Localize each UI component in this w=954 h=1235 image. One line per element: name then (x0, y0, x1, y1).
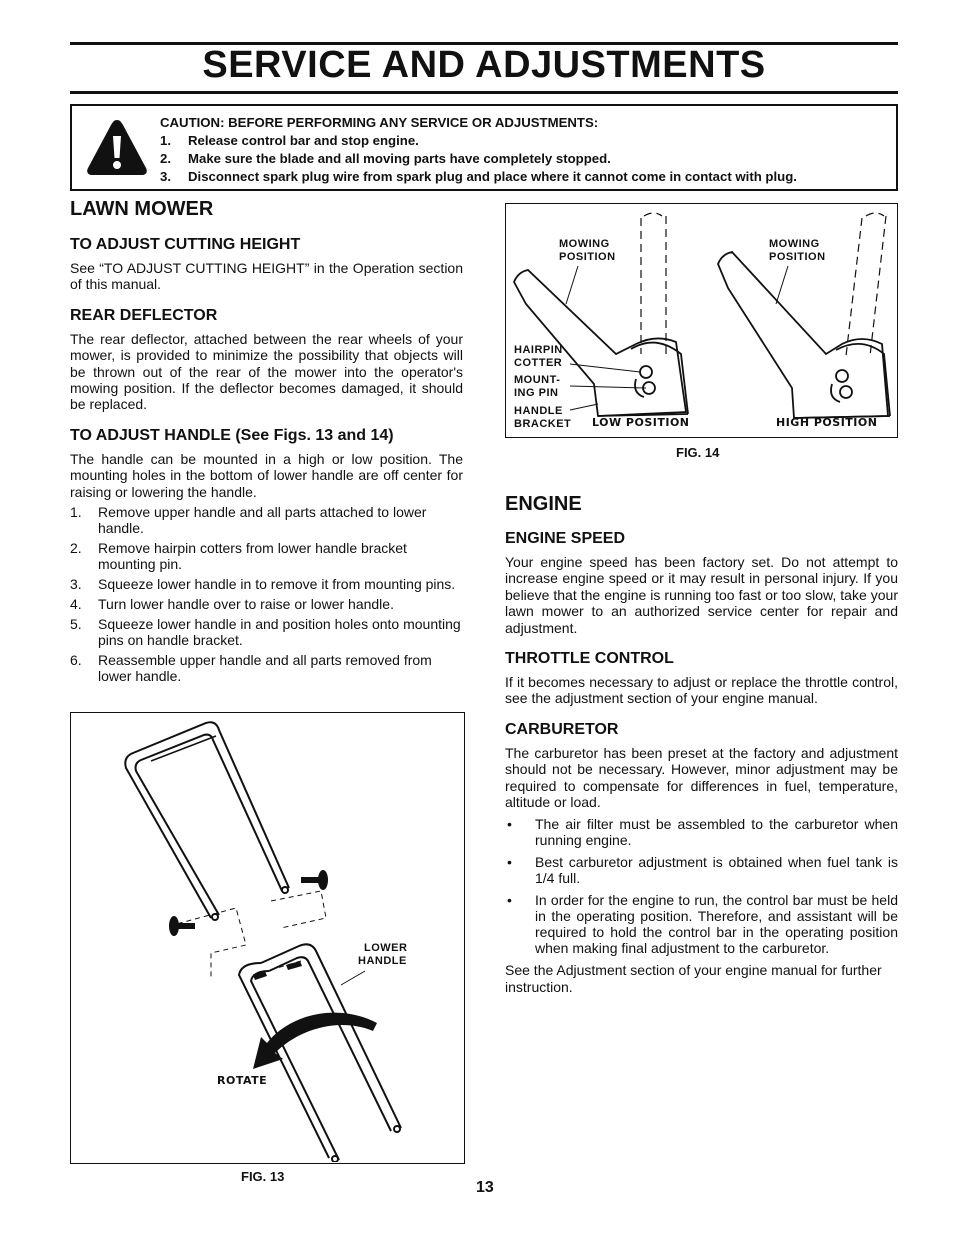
lower-handle-illustration (71, 713, 463, 1162)
list-item (505, 816, 898, 848)
lawn-mower-heading: LAWN MOWER (70, 198, 214, 220)
step-text: Remove hairpin cotters from lower handle bracket mounting pin. (98, 540, 407, 573)
bullet: • (507, 854, 512, 871)
step-num: 1. (70, 504, 82, 521)
step-num: 4. (70, 596, 82, 613)
list-item (70, 540, 463, 572)
bullet: • (507, 816, 512, 833)
warning-icon (86, 118, 148, 176)
carburetor-text: The carburetor has been preset at the factory and adjustment should not be necessary. However, minor adjustment may be required to compensate for differences in fuel, temperature, altitude or load. (505, 744, 898, 811)
fig14-frame (505, 203, 898, 438)
step-text: Squeeze lower handle in to remove it from mounting pins. (98, 576, 456, 593)
adjust-handle-heading: TO ADJUST HANDLE (See Figs. 13 and 14) (70, 426, 394, 444)
throttle-text: If it becomes necessary to adjust or replace the throttle control, see the adjustment section of your engine manual. (505, 674, 898, 707)
mowing-position-right (769, 238, 826, 264)
hairpin-cotter-label (514, 344, 563, 370)
bullet: • (507, 892, 512, 909)
bracket-line1: HANDLE (514, 405, 563, 417)
step-num: 3. (70, 576, 82, 593)
mount-line1: MOUNT- (514, 374, 561, 386)
engine-heading: ENGINE (505, 493, 582, 515)
bullet-text: The air filter must be assembled to the carburetor when running engine. (535, 816, 898, 849)
fig13-caption: FIG. 13 (241, 1169, 285, 1184)
step-num: 2. (70, 540, 82, 557)
step-num: 6. (70, 652, 82, 669)
carburetor-footer: See the Adjustment section of your engine manual for further instruction. (505, 962, 882, 995)
caution-heading: CAUTION: BEFORE PERFORMING ANY SERVICE OR ADJUSTMENTS: (160, 115, 599, 130)
caution-item (160, 168, 797, 186)
rotate-label: ROTATE (217, 1074, 268, 1087)
rear-deflector-heading: REAR DEFLECTOR (70, 306, 218, 324)
step-text: Squeeze lower handle in and position holes onto mounting pins on handle bracket. (98, 616, 461, 649)
list-item (70, 652, 463, 684)
hairpin-line1: HAIRPIN (514, 344, 563, 356)
mount-line2: ING PIN (514, 387, 559, 399)
mowing-left-line1: MOWING (559, 238, 610, 250)
handle-bracket-label (514, 405, 571, 431)
list-item (505, 892, 898, 956)
list-item (70, 596, 463, 612)
lower-label: LOWER (364, 942, 408, 954)
cutting-height-text: See “TO ADJUST CUTTING HEIGHT” in the Operation section of this manual. (70, 260, 463, 293)
page-number: 13 (476, 1179, 494, 1196)
fig14-caption: FIG. 14 (676, 445, 720, 460)
page-title: SERVICE AND ADJUSTMENTS (202, 44, 766, 86)
right-column (505, 493, 898, 995)
mowing-right-line2: POSITION (769, 251, 826, 263)
mounting-pin-label (514, 374, 560, 400)
caution-item (160, 150, 797, 168)
caution-text: Make sure the blade and all moving parts have completely stopped. (188, 151, 611, 166)
caution-num: 3. (160, 169, 171, 184)
list-item (70, 616, 463, 648)
handle-steps (70, 504, 463, 684)
step-text: Remove upper handle and all parts attached to lower handle. (98, 504, 427, 537)
step-text: Turn lower handle over to raise or lower handle. (98, 596, 394, 613)
handle-label: HANDLE (358, 955, 407, 967)
caution-item (160, 132, 797, 150)
low-position-label: LOW POSITION (592, 416, 690, 429)
hairpin-line2: COTTER (514, 357, 563, 369)
bullet-text: In order for the engine to run, the control bar must be held in the operating position. Therefore, and assistant will be required to hold the control bar in the operating position when making final adjustment to the carburetor. (535, 892, 898, 957)
adjust-handle-text: The handle can be mounted in a high or low position. The mounting holes in the bottom of lower handle are off center for raising or lowering the handle. (70, 450, 463, 500)
engine-speed-text: Your engine speed has been factory set. Do not attempt to increase engine speed or it may result in personal injury. If you believe that the engine is running too fast or too slow, take your lawn mower to an authorized service center for repair and adjustment. (505, 554, 898, 636)
engine-speed-heading: ENGINE SPEED (505, 530, 626, 547)
left-column (70, 198, 463, 688)
list-item (70, 576, 463, 592)
bullet-text: Best carburetor adjustment is obtained when fuel tank is 1/4 full. (535, 854, 898, 887)
caution-num: 2. (160, 151, 171, 166)
caution-num: 1. (160, 133, 171, 148)
list-item (505, 854, 898, 886)
list-item (70, 504, 463, 536)
carburetor-bullets (505, 816, 898, 956)
caution-text: Disconnect spark plug wire from spark plug and place where it cannot come in contact with plug. (188, 169, 797, 184)
cutting-height-heading: TO ADJUST CUTTING HEIGHT (70, 236, 301, 253)
mowing-position-left (559, 238, 616, 264)
mowing-left-line2: POSITION (559, 251, 616, 263)
step-text: Reassemble upper handle and all parts removed from lower handle. (98, 652, 432, 685)
caution-box (70, 104, 898, 191)
carburetor-heading: CARBURETOR (505, 720, 619, 738)
caution-text: Release control bar and stop engine. (188, 133, 419, 148)
high-position-label: HIGH POSITION (776, 416, 878, 429)
step-num: 5. (70, 616, 82, 633)
mowing-right-line1: MOWING (769, 238, 820, 250)
throttle-heading: THROTTLE CONTROL (505, 650, 674, 668)
fig13-frame (70, 712, 465, 1164)
rear-deflector-text: The rear deflector, attached between the rear wheels of your mower, is provided to minimize the possibility that objects will be thrown out of the rear of the mower into the operator's mowing position. If the deflector becomes damaged, it should be replaced. (70, 330, 463, 413)
bracket-line2: BRACKET (514, 418, 572, 430)
title-rule (70, 91, 898, 94)
